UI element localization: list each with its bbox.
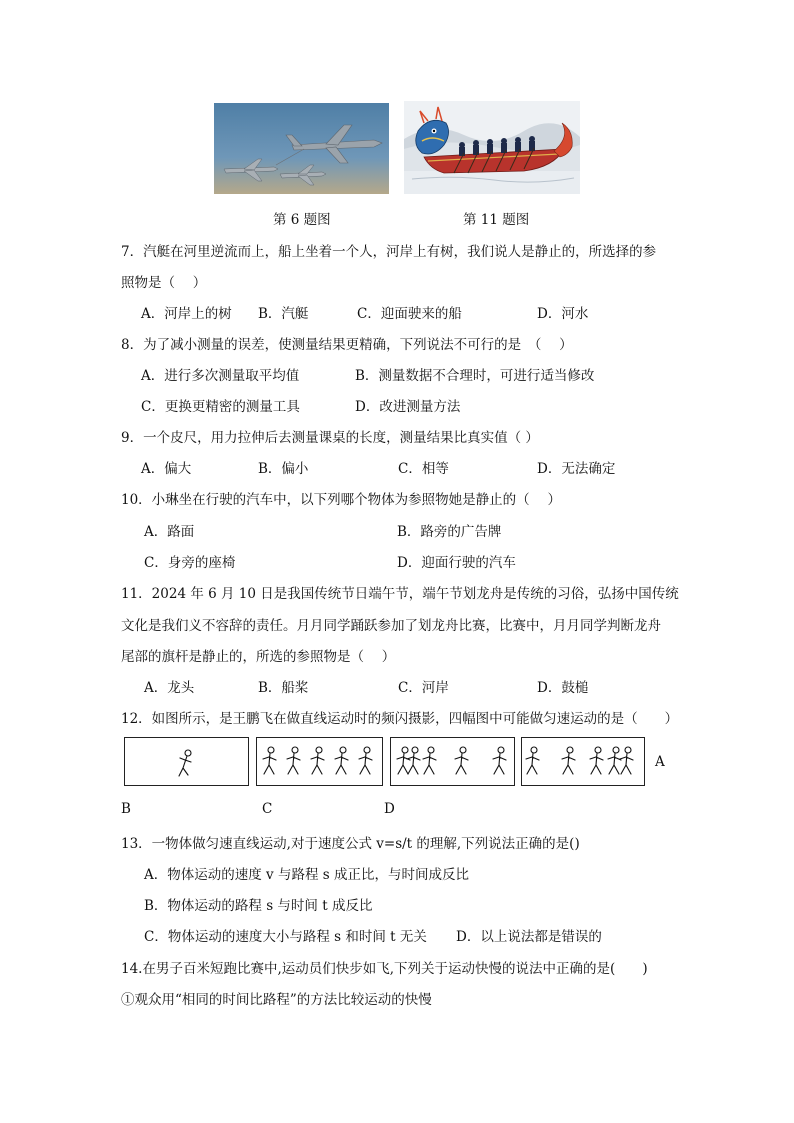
figure-11-caption: 第 11 题图 [463, 212, 530, 228]
question-12-label-b: B [121, 801, 131, 817]
question-10-option-a: A．路面 [144, 524, 195, 540]
question-7-option-a: A．河岸上的树 [141, 306, 232, 322]
question-12-label-a: A [655, 754, 665, 770]
question-12-stem: 12．如图所示，是王鹏飞在做直线运动时的频闪摄影，四幅图中可能做匀速运动的是（ ） [121, 711, 679, 727]
strobe-frame-1 [124, 737, 249, 786]
question-8-option-b: B．测量数据不合理时，可进行适当修改 [355, 368, 595, 384]
question-10-option-b: B．路旁的广告牌 [397, 524, 502, 540]
question-14-item-1: ①观众用“相同的时间比路程”的方法比较运动的快慢 [121, 992, 432, 1008]
question-7-stem-line2: 照物是（ ） [121, 275, 207, 291]
question-7-option-d: D．河水 [537, 306, 589, 322]
question-9-option-d: D．无法确定 [537, 461, 616, 477]
question-13-option-b: B．物体运动的路程 s 与时间 t 成反比 [144, 898, 373, 914]
question-9-option-c: C．相等 [398, 461, 449, 477]
question-7-stem-line1: 7．汽艇在河里逆流而上，船上坐着一个人，河岸上有树，我们说人是静止的，所选择的参 [121, 244, 657, 260]
strobe-frame-4 [521, 737, 645, 786]
strobe-frame-2 [256, 737, 383, 786]
question-11-stem-line2: 文化是我们义不容辞的责任。月月同学踊跃参加了划龙舟比赛，比赛中，月月同学判断龙舟 [121, 618, 661, 634]
question-11-option-d: D．鼓槌 [537, 680, 589, 696]
question-10-option-c: C．身旁的座椅 [144, 555, 236, 571]
question-13-option-d: D．以上说法都是错误的 [456, 929, 602, 945]
question-11-option-c: C．河岸 [398, 680, 449, 696]
question-9-option-a: A．偏大 [141, 461, 192, 477]
question-11-option-a: A．龙头 [144, 680, 195, 696]
question-10-option-d: D．迎面行驶的汽车 [397, 555, 516, 571]
strobe-frame-3 [390, 737, 515, 786]
question-14-stem: 14.在男子百米短跑比赛中,运动员们快步如飞,下列关于运动快慢的说法中正确的是( ) [121, 961, 648, 977]
question-11-option-b: B．船桨 [258, 680, 309, 696]
question-7-option-b: B．汽艇 [258, 306, 309, 322]
question-11-stem-line3: 尾部的旗杆是静止的，所选的参照物是（ ） [121, 649, 396, 665]
question-8-option-d: D．改进测量方法 [355, 399, 461, 415]
figure-11-illustration [404, 101, 580, 194]
figure-6-photo [214, 103, 389, 194]
question-13-option-c: C．物体运动的速度大小与路程 s 和时间 t 无关 [144, 929, 427, 945]
question-11-stem-line1: 11．2024 年 6 月 10 日是我国传统节日端午节，端午节划龙舟是传统的习俗，弘扬中国传统 [121, 586, 679, 602]
question-8-stem: 8．为了减小测量的误差，使测量结果更精确，下列说法不可行的是 （ ） [121, 337, 573, 353]
question-13-option-a: A．物体运动的速度 v 与路程 s 成正比，与时间成反比 [144, 867, 469, 883]
question-12-label-d: D [384, 801, 395, 817]
figure-6-caption: 第 6 题图 [273, 212, 331, 228]
question-9-option-b: B．偏小 [258, 461, 309, 477]
question-13-stem: 13．一物体做匀速直线运动,对于速度公式 v=s/t 的理解,下列说法正确的是() [121, 836, 580, 852]
question-9-stem: 9．一个皮尺，用力拉伸后去测量课桌的长度，测量结果比真实值（ ） [121, 430, 539, 446]
question-8-option-c: C．更换更精密的测量工具 [141, 399, 300, 415]
question-8-option-a: A．进行多次测量取平均值 [141, 368, 300, 384]
question-10-stem: 10．小琳坐在行驶的汽车中，以下列哪个物体为参照物她是静止的（ ） [121, 492, 561, 508]
question-7-option-c: C．迎面驶来的船 [357, 306, 462, 322]
question-12-label-c: C [262, 801, 273, 817]
